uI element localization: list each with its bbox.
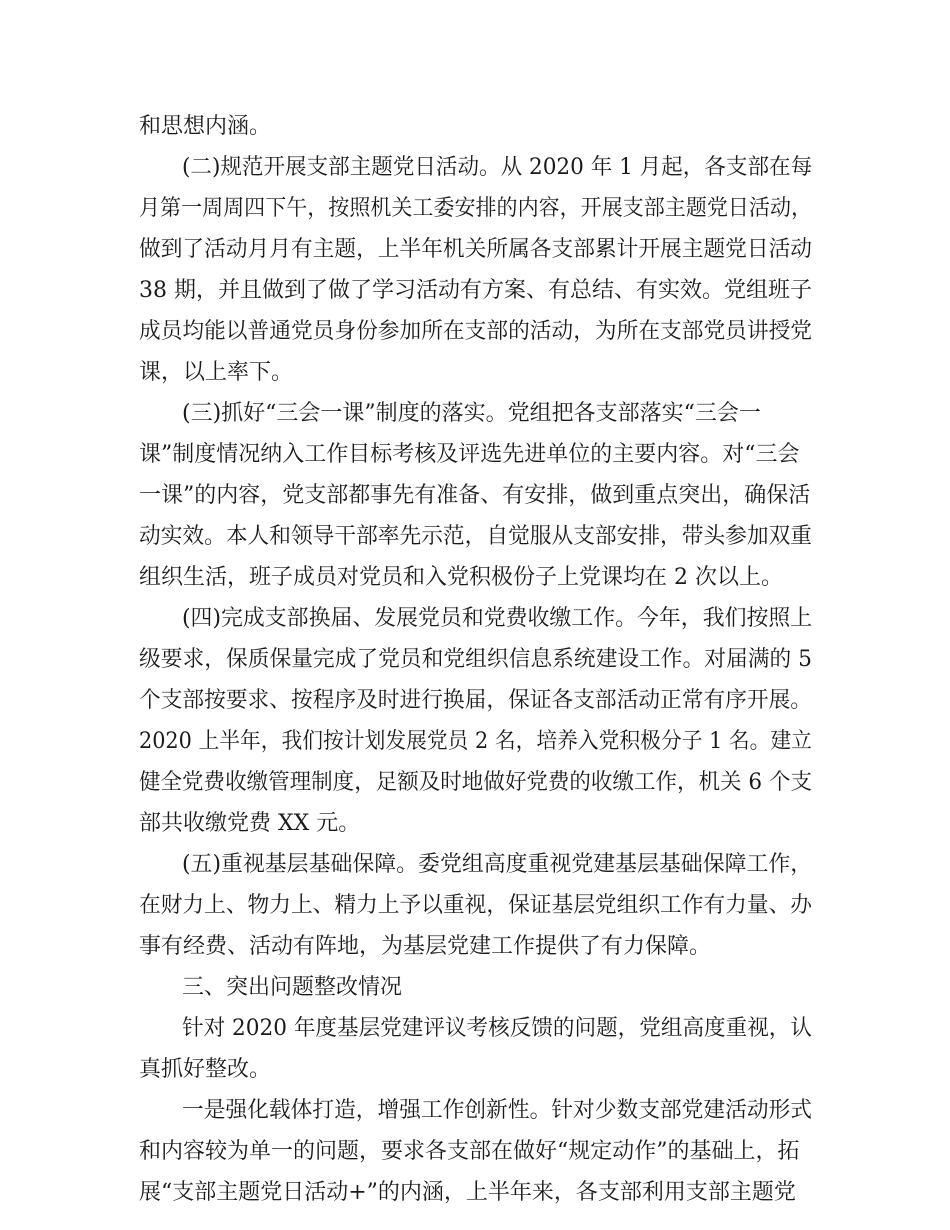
paragraph-first-line: 针对 2020 年度基层党建评议考核反馈的问题，党组高度重视，认: [182, 1016, 812, 1041]
paragraph-first-line: (四)完成支部换届、发展党员和党费收缴工作。今年，我们按照上: [182, 606, 813, 631]
text-line: 38 期，并且做到了做了学习活动有方案、有总结、有实效。党组班子: [139, 278, 812, 303]
text-line: 健全党费收缴管理制度，足额及时地做好党费的收缴工作，机关 6 个支: [139, 770, 812, 795]
paragraph-first-line: 一是强化载体打造，增强工作创新性。针对少数支部党建活动形式: [182, 1098, 813, 1123]
text-line: 做到了活动月月有主题，上半年机关所属各支部累计开展主题党日活动: [139, 237, 813, 262]
text-line: 月第一周周四下午，按照机关工委安排的内容，开展支部主题党日活动，: [139, 196, 813, 221]
text-line: 和思想内涵。: [139, 114, 272, 139]
text-line: 展“支部主题党日活动+”的内涵，上半年来，各支部利用支部主题党: [139, 1180, 796, 1205]
text-line: 组织生活，班子成员对党员和入党积极份子上党课均在 2 次以上。: [139, 565, 783, 590]
text-line: 在财力上、物力上、精力上予以重视，保证基层党组织工作有力量、办: [139, 893, 813, 918]
paragraph-first-line: (二)规范开展支部主题党日活动。从 2020 年 1 月起，各支部在每: [182, 155, 813, 180]
text-line: 部共收缴党费 XX 元。: [139, 811, 361, 836]
section-heading: 三、突出问题整改情况: [182, 975, 403, 1000]
text-line: 课”制度情况纳入工作目标考核及评选先进单位的主要内容。对“三会: [139, 442, 800, 467]
text-line: 个支部按要求、按程序及时进行换届，保证各支部活动正常有序开展。: [139, 688, 813, 713]
text-line: 成员均能以普通党员身份参加所在支部的活动，为所在支部党员讲授党: [139, 319, 813, 344]
text-line: 2020 上半年，我们按计划发展党员 2 名，培养入党积极分子 1 名。建立: [139, 729, 812, 754]
text-line: 和内容较为单一的问题，要求各支部在做好“规定动作”的基础上，拓: [139, 1139, 800, 1164]
text-line: 课，以上率下。: [139, 360, 294, 385]
text-line: 级要求，保质保量完成了党员和党组织信息系统建设工作。对届满的 5: [139, 647, 812, 672]
text-line: 真抓好整改。: [139, 1057, 272, 1082]
text-line: 事有经费、活动有阵地，为基层党建工作提供了有力保障。: [139, 934, 712, 959]
paragraph-first-line: (五)重视基层基础保障。委党组高度重视党建基层基础保障工作，: [182, 852, 813, 877]
paragraph-first-line: (三)抓好“三会一课”制度的落实。党组把各支部落实“三会一: [182, 401, 761, 426]
text-line: 一课”的内容，党支部都事先有准备、有安排，做到重点突出，确保活: [139, 483, 811, 508]
text-line: 动实效。本人和领导干部率先示范，自觉服从支部安排，带头参加双重: [139, 524, 813, 549]
